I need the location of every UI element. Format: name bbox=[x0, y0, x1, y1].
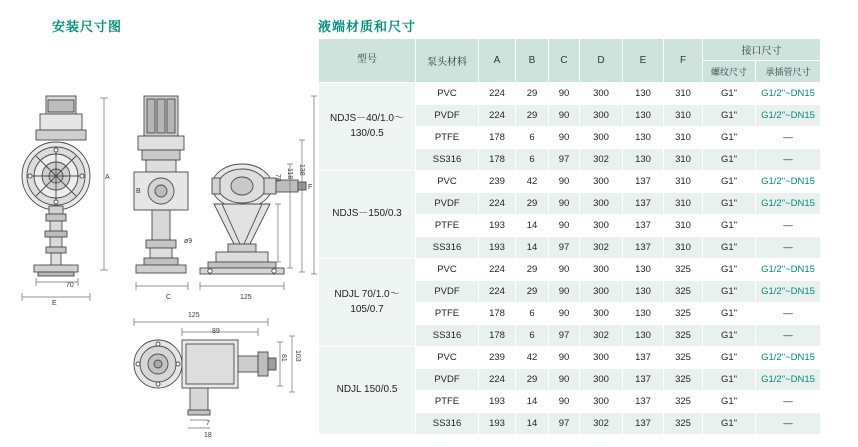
cell-b: 42 bbox=[516, 347, 549, 369]
cell-f: 310 bbox=[664, 237, 703, 259]
cell-socket: G1/2"~DN15 bbox=[756, 105, 821, 127]
cell-d: 300 bbox=[580, 281, 623, 303]
cell-material: SS316 bbox=[416, 413, 479, 435]
cell-f: 310 bbox=[664, 105, 703, 127]
cell-f: 325 bbox=[664, 391, 703, 413]
cell-socket: — bbox=[756, 237, 821, 259]
cell-a: 224 bbox=[479, 193, 516, 215]
cell-model: NDJS－40/1.0～130/0.5 bbox=[319, 83, 416, 171]
cell-b: 14 bbox=[516, 413, 549, 435]
cell-f: 310 bbox=[664, 171, 703, 193]
cell-e: 130 bbox=[623, 259, 664, 281]
cell-material: PVDF bbox=[416, 369, 479, 391]
cell-socket: — bbox=[756, 325, 821, 347]
dim-label-118: 118 bbox=[286, 168, 293, 180]
cell-model: NDJL 70/1.0～105/0.7 bbox=[319, 259, 416, 347]
cell-material: SS316 bbox=[416, 237, 479, 259]
cell-c: 90 bbox=[549, 193, 580, 215]
cell-b: 29 bbox=[516, 369, 549, 391]
cell-b: 6 bbox=[516, 325, 549, 347]
cell-f: 310 bbox=[664, 193, 703, 215]
cell-material: PTFE bbox=[416, 127, 479, 149]
cell-c: 97 bbox=[549, 325, 580, 347]
cell-e: 137 bbox=[623, 215, 664, 237]
cell-e: 137 bbox=[623, 237, 664, 259]
cell-b: 14 bbox=[516, 237, 549, 259]
cell-e: 130 bbox=[623, 325, 664, 347]
cell-material: SS316 bbox=[416, 325, 479, 347]
cell-thread: G1" bbox=[703, 303, 756, 325]
cell-thread: G1" bbox=[703, 83, 756, 105]
cell-thread: G1" bbox=[703, 237, 756, 259]
cell-d: 300 bbox=[580, 215, 623, 237]
cell-a: 178 bbox=[479, 149, 516, 171]
cell-c: 90 bbox=[549, 171, 580, 193]
cell-c: 90 bbox=[549, 83, 580, 105]
cell-material: PVDF bbox=[416, 193, 479, 215]
th-socket-size: 承插管尺寸 bbox=[756, 61, 821, 83]
cell-b: 29 bbox=[516, 281, 549, 303]
table-row bbox=[319, 259, 821, 281]
table-row bbox=[319, 83, 821, 105]
cell-socket: — bbox=[756, 391, 821, 413]
pump-side-view bbox=[130, 94, 320, 324]
cell-a: 224 bbox=[479, 369, 516, 391]
cell-f: 310 bbox=[664, 149, 703, 171]
th-e: E bbox=[623, 39, 664, 83]
th-c: C bbox=[549, 39, 580, 83]
dim-label-hole-dia: ø9 bbox=[184, 238, 193, 245]
cell-thread: G1" bbox=[703, 171, 756, 193]
table-row bbox=[319, 171, 821, 193]
cell-a: 239 bbox=[479, 171, 516, 193]
cell-material: PTFE bbox=[416, 215, 479, 237]
pump-front-view bbox=[12, 94, 122, 324]
th-port-size: 接口尺寸 bbox=[703, 39, 821, 61]
table-head bbox=[319, 39, 821, 83]
cell-d: 300 bbox=[580, 83, 623, 105]
installation-drawing bbox=[8, 46, 313, 439]
cell-d: 302 bbox=[580, 325, 623, 347]
cell-c: 97 bbox=[549, 413, 580, 435]
cell-c: 90 bbox=[549, 259, 580, 281]
cell-a: 239 bbox=[479, 347, 516, 369]
cell-a: 193 bbox=[479, 413, 516, 435]
dim-label-125-top: 125 bbox=[188, 312, 200, 319]
dim-label-18: 18 bbox=[204, 432, 212, 439]
th-material: 泵头材料 bbox=[416, 39, 479, 83]
cell-material: PVC bbox=[416, 259, 479, 281]
th-a: A bbox=[479, 39, 516, 83]
dim-label-a-front: A bbox=[105, 174, 110, 181]
th-f: F bbox=[664, 39, 703, 83]
th-d: D bbox=[580, 39, 623, 83]
cell-material: PVDF bbox=[416, 105, 479, 127]
cell-b: 29 bbox=[516, 193, 549, 215]
cell-d: 302 bbox=[580, 149, 623, 171]
cell-c: 97 bbox=[549, 149, 580, 171]
cell-b: 14 bbox=[516, 215, 549, 237]
cell-d: 300 bbox=[580, 127, 623, 149]
cell-f: 310 bbox=[664, 215, 703, 237]
cell-e: 137 bbox=[623, 347, 664, 369]
dim-label-81: 81 bbox=[280, 354, 287, 362]
cell-a: 178 bbox=[479, 303, 516, 325]
cell-c: 90 bbox=[549, 281, 580, 303]
cell-b: 14 bbox=[516, 391, 549, 413]
cell-a: 193 bbox=[479, 215, 516, 237]
dim-label-103: 103 bbox=[294, 350, 301, 362]
cell-f: 325 bbox=[664, 413, 703, 435]
cell-d: 300 bbox=[580, 105, 623, 127]
cell-a: 224 bbox=[479, 105, 516, 127]
cell-a: 178 bbox=[479, 325, 516, 347]
table-body bbox=[319, 83, 821, 435]
cell-e: 137 bbox=[623, 413, 664, 435]
dim-label-b: B bbox=[136, 188, 141, 195]
cell-b: 29 bbox=[516, 259, 549, 281]
cell-thread: G1" bbox=[703, 149, 756, 171]
cell-f: 325 bbox=[664, 303, 703, 325]
cell-a: 193 bbox=[479, 391, 516, 413]
cell-socket: G1/2"~DN15 bbox=[756, 193, 821, 215]
dim-label-f: F bbox=[308, 184, 313, 191]
cell-a: 224 bbox=[479, 259, 516, 281]
cell-material: PVC bbox=[416, 347, 479, 369]
cell-thread: G1" bbox=[703, 391, 756, 413]
cell-e: 130 bbox=[623, 149, 664, 171]
cell-thread: G1" bbox=[703, 347, 756, 369]
cell-d: 302 bbox=[580, 237, 623, 259]
cell-a: 178 bbox=[479, 127, 516, 149]
cell-c: 90 bbox=[549, 303, 580, 325]
cell-e: 137 bbox=[623, 171, 664, 193]
cell-d: 300 bbox=[580, 369, 623, 391]
cell-socket: G1/2"~DN15 bbox=[756, 259, 821, 281]
cell-thread: G1" bbox=[703, 193, 756, 215]
cell-e: 137 bbox=[623, 391, 664, 413]
cell-socket: — bbox=[756, 303, 821, 325]
cell-material: PTFE bbox=[416, 391, 479, 413]
cell-material: PVC bbox=[416, 171, 479, 193]
cell-e: 130 bbox=[623, 83, 664, 105]
cell-socket: — bbox=[756, 149, 821, 171]
dim-label-7: 7 bbox=[206, 420, 210, 427]
cell-b: 6 bbox=[516, 127, 549, 149]
cell-b: 29 bbox=[516, 105, 549, 127]
cell-thread: G1" bbox=[703, 105, 756, 127]
cell-f: 325 bbox=[664, 347, 703, 369]
cell-f: 310 bbox=[664, 83, 703, 105]
cell-c: 90 bbox=[549, 105, 580, 127]
cell-thread: G1" bbox=[703, 127, 756, 149]
table-header-row-1 bbox=[319, 39, 821, 61]
cell-material: PTFE bbox=[416, 303, 479, 325]
th-b: B bbox=[516, 39, 549, 83]
cell-model: NDJL 150/0.5 bbox=[319, 347, 416, 435]
table-row bbox=[319, 347, 821, 369]
cell-b: 42 bbox=[516, 171, 549, 193]
cell-c: 97 bbox=[549, 237, 580, 259]
cell-socket: — bbox=[756, 215, 821, 237]
cell-b: 29 bbox=[516, 83, 549, 105]
cell-socket: — bbox=[756, 127, 821, 149]
dim-label-70: 70 bbox=[66, 282, 74, 289]
cell-a: 193 bbox=[479, 237, 516, 259]
cell-e: 130 bbox=[623, 127, 664, 149]
cell-e: 137 bbox=[623, 193, 664, 215]
cell-b: 6 bbox=[516, 149, 549, 171]
cell-e: 130 bbox=[623, 303, 664, 325]
cell-b: 6 bbox=[516, 303, 549, 325]
cell-d: 300 bbox=[580, 347, 623, 369]
cell-d: 302 bbox=[580, 413, 623, 435]
th-model: 型号 bbox=[319, 39, 416, 83]
cell-f: 325 bbox=[664, 369, 703, 391]
section-title-liquid-end: 液端材质和尺寸 bbox=[318, 19, 417, 34]
dim-label-138: 138 bbox=[298, 164, 305, 176]
cell-a: 224 bbox=[479, 281, 516, 303]
section-title-installation: 安装尺寸图 bbox=[52, 19, 123, 34]
cell-c: 90 bbox=[549, 391, 580, 413]
cell-f: 325 bbox=[664, 325, 703, 347]
cell-d: 300 bbox=[580, 259, 623, 281]
th-thread-size: 螺纹尺寸 bbox=[703, 61, 756, 83]
cell-c: 90 bbox=[549, 369, 580, 391]
dim-label-89: 89 bbox=[212, 328, 220, 335]
cell-socket: G1/2"~DN15 bbox=[756, 369, 821, 391]
cell-thread: G1" bbox=[703, 325, 756, 347]
cell-thread: G1" bbox=[703, 215, 756, 237]
cell-a: 224 bbox=[479, 83, 516, 105]
cell-socket: G1/2"~DN15 bbox=[756, 83, 821, 105]
cell-d: 300 bbox=[580, 303, 623, 325]
dim-label-78: 78 bbox=[274, 174, 281, 182]
cell-d: 300 bbox=[580, 391, 623, 413]
dim-label-c: C bbox=[166, 294, 172, 301]
cell-f: 325 bbox=[664, 259, 703, 281]
cell-thread: G1" bbox=[703, 413, 756, 435]
cell-material: PVDF bbox=[416, 281, 479, 303]
cell-model: NDJS－150/0.3 bbox=[319, 171, 416, 259]
dim-label-e-front: E bbox=[52, 300, 57, 307]
cell-c: 90 bbox=[549, 127, 580, 149]
cell-f: 325 bbox=[664, 281, 703, 303]
cell-thread: G1" bbox=[703, 369, 756, 391]
cell-socket: — bbox=[756, 413, 821, 435]
cell-e: 130 bbox=[623, 105, 664, 127]
cell-c: 90 bbox=[549, 347, 580, 369]
cell-c: 90 bbox=[549, 215, 580, 237]
dim-label-125-side: 125 bbox=[240, 294, 252, 301]
cell-e: 137 bbox=[623, 369, 664, 391]
cell-thread: G1" bbox=[703, 281, 756, 303]
cell-d: 300 bbox=[580, 171, 623, 193]
cell-d: 300 bbox=[580, 193, 623, 215]
liquid-end-spec-table bbox=[318, 38, 821, 435]
cell-thread: G1" bbox=[703, 259, 756, 281]
cell-socket: G1/2"~DN15 bbox=[756, 281, 821, 303]
cell-socket: G1/2"~DN15 bbox=[756, 347, 821, 369]
cell-e: 130 bbox=[623, 281, 664, 303]
cell-f: 310 bbox=[664, 127, 703, 149]
cell-material: PVC bbox=[416, 83, 479, 105]
cell-socket: G1/2"~DN15 bbox=[756, 171, 821, 193]
cell-material: SS316 bbox=[416, 149, 479, 171]
